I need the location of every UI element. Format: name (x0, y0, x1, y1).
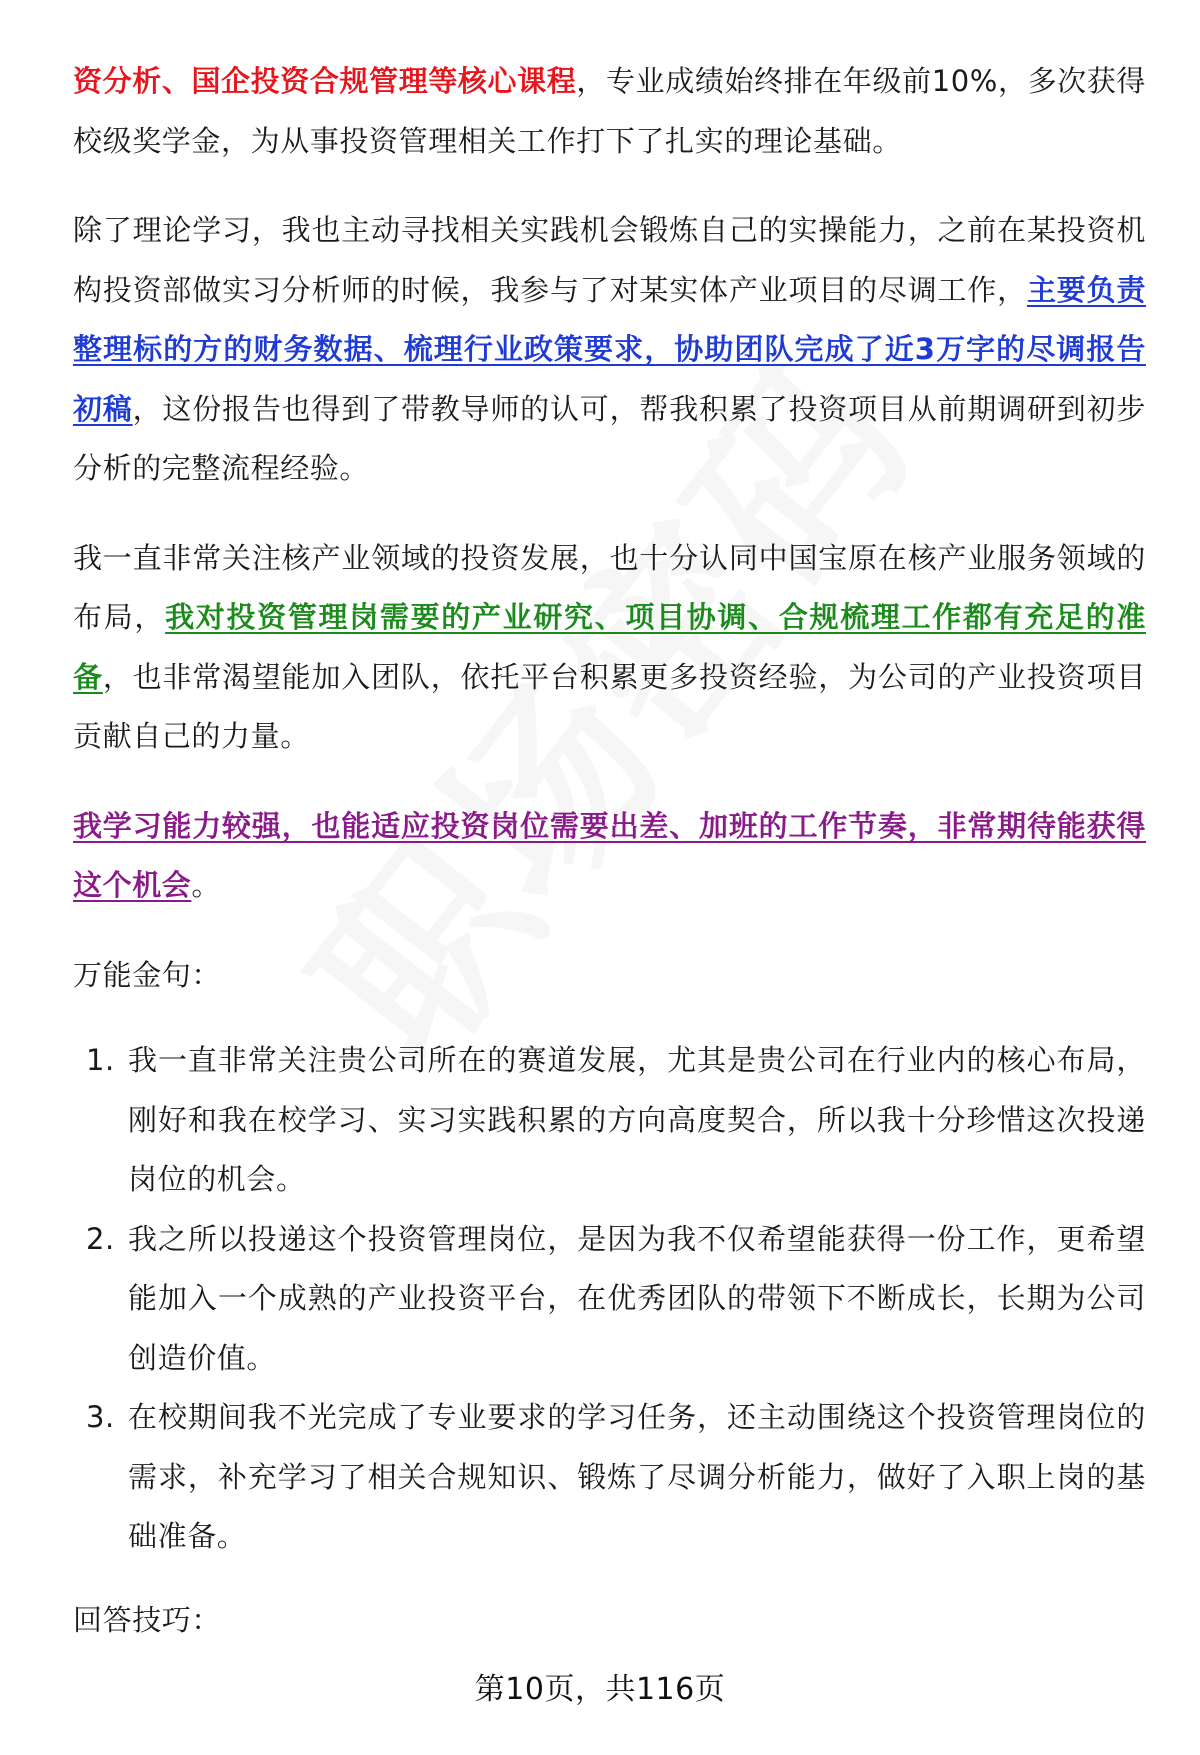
document-page (73, 52, 1146, 1676)
list-number: 2. (86, 1221, 115, 1256)
paragraph-text: 。 (191, 868, 222, 902)
highlight-preparation: 我对投资管理岗需要的产业研究、项目协调、合规梳理工作都有充足的准备 (73, 600, 1147, 694)
list-item-text: 在校期间我不光完成了专业要求的学习任务，还主动围绕这个投资管理岗位的需求，补充学习了相关合规知识、锻炼了尽调分析能力，做好了入职上岗的基础准备。 (128, 1400, 1146, 1553)
paragraph-text: ，专业成绩始终排在年级前10%，多次获得校级奖学金，为从事投资管理相关工作打下了扎实的理论基础。 (73, 64, 1146, 158)
list-item-text: 我一直非常关注贵公司所在的赛道发展，尤其是贵公司在行业内的核心布局，刚好和我在校学习、实习实践积累的方向高度契合，所以我十分珍惜这次投递岗位的机会。 (128, 1043, 1146, 1196)
list-item-text: 我之所以投递这个投资管理岗位，是因为我不仅希望能获得一份工作，更希望能加入一个成熟的产业投资平台，在优秀团队的带领下不断成长，长期为公司创造价值。 (128, 1221, 1146, 1375)
paragraph-text: ，也非常渴望能加入团队，依托平台积累更多投资经验，为公司的产业投资项目贡献自己的力量。 (73, 659, 1146, 753)
list-item (73, 1210, 1146, 1389)
paragraph-closing (73, 797, 1146, 916)
highlight-courses: 资分析、国企投资合规管理等核心课程 (73, 64, 577, 98)
paragraph-text: 除了理论学习，我也主动寻找相关实践机会锻炼自己的实操能力，之前在某投资机构投资部做实习分析师的时候，我参与了对某实体产业项目的尽调工作， (73, 213, 1146, 307)
list-item (73, 1388, 1146, 1567)
paragraph-motivation (73, 529, 1146, 767)
paragraph-internship (73, 201, 1146, 499)
golden-sentences-heading: 万能金句： (73, 957, 222, 992)
tips-heading: 回答技巧： (73, 1602, 222, 1637)
list-number: 1. (86, 1043, 115, 1077)
highlight-internship-duties: 主要负责整理标的方的财务数据、梳理行业政策要求，协助团队完成了近3万字的尽调报告初稿 (73, 272, 1147, 426)
page-number: 第10页，共116页 (474, 1672, 726, 1707)
list-number: 3. (86, 1400, 115, 1434)
list-item (73, 1031, 1146, 1210)
golden-sentences-list (73, 1031, 1146, 1567)
paragraph-text: 我一直非常关注核产业领域的投资发展，也十分认同中国宝原在核产业服务领域的布局， (73, 540, 1146, 634)
highlight-closing: 我学习能力较强，也能适应投资岗位需要出差、加班的工作节奏，非常期待能获得这个机会 (73, 808, 1146, 902)
paragraph-text: ，这份报告也得到了带教导师的认可，帮我积累了投资项目从前期调研到初步分析的完整流程经验。 (73, 391, 1146, 485)
paragraph-education (73, 52, 1146, 171)
